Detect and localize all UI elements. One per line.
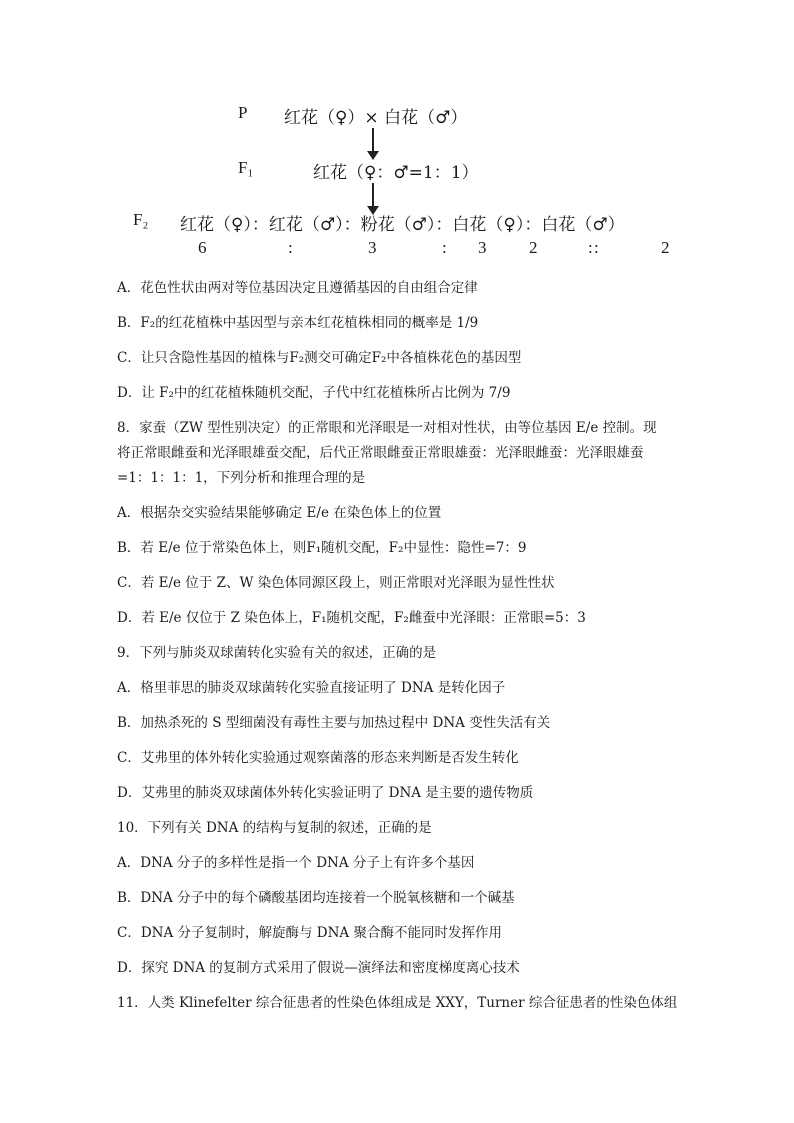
ratio-value: 3: [478, 238, 487, 257]
p-generation-label: P: [238, 103, 248, 122]
down-arrow-icon: [372, 128, 374, 152]
option-line: B．DNA 分子中的每个磷酸基团均连接着一个脱氧核糖和一个碱基: [117, 890, 515, 906]
option-line: D．让 F₂中的红花植株随机交配，子代中红花植株所占比例为 7/9: [117, 385, 511, 401]
question-8-stem: 8．家蚕（ZW 型性别决定）的正常眼和光泽眼是一对相对性状，由等位基因 E/e 控制。现: [117, 420, 657, 436]
question-8-stem: =1：1：1：1，下列分析和推理合理的是: [117, 470, 366, 486]
option-line: C．若 E/e 位于 Z、W 染色体同源区段上，则正常眼对光泽眼为显性性状: [117, 575, 555, 591]
question-11-stem: 11．人类 Klinefelter 综合征患者的性染色体组成是 XXY，Turner 综合征患者的性染色体组: [117, 995, 678, 1011]
genetic-cross-diagram: [0, 0, 794, 270]
option-line: B．若 E/e 位于常染色体上，则F₁随机交配，F₂中显性：隐性=7：9: [117, 540, 527, 556]
ratio-separator: :: [588, 238, 593, 257]
option-line: C．让只含隐性基因的植株与F₂测交可确定F₂中各植株花色的基因型: [117, 350, 522, 366]
ratio-value: 2: [529, 238, 538, 257]
ratio-value: 3: [368, 238, 377, 257]
option-line: D．若 E/e 仅位于 Z 染色体上，F₁随机交配，F₂雌蚕中光泽眼：正常眼=5：3: [117, 610, 586, 626]
option-line: C．艾弗里的体外转化实验通过观察菌落的形态来判断是否发生转化: [117, 750, 519, 766]
option-line: A．格里菲思的肺炎双球菌转化实验直接证明了 DNA 是转化因子: [117, 680, 506, 696]
option-line: B．F₂的红花植株中基因型与亲本红花植株相同的概率是 1/9: [117, 315, 479, 331]
p-generation-cross: 红花（♀）× 白花（♂）: [284, 108, 468, 128]
option-line: A．根据杂交实验结果能够确定 E/e 在染色体上的位置: [117, 505, 442, 521]
option-line: A．DNA 分子的多样性是指一个 DNA 分子上有许多个基因: [117, 855, 475, 871]
ratio-separator: :: [288, 238, 293, 257]
option-line: C．DNA 分子复制时，解旋酶与 DNA 聚合酶不能同时发挥作用: [117, 925, 502, 941]
f2-generation-phenotypes: 红花（♀）：红花（♂）：粉花（♂）：白花（♀）：白花（♂）: [180, 215, 625, 235]
question-10-stem: 10．下列有关 DNA 的结构与复制的叙述，正确的是: [117, 820, 432, 836]
ratio-value: 2: [661, 238, 670, 257]
f1-generation-label: F₁: [238, 158, 254, 177]
option-line: A．花色性状由两对等位基因决定且遵循基因的自由组合定律: [117, 280, 478, 296]
f1-generation-phenotype: 红花（♀：♂=1：1）: [313, 163, 479, 183]
ratio-separator: :: [442, 238, 447, 257]
question-9-stem: 9．下列与肺炎双球菌转化实验有关的叙述，正确的是: [117, 645, 437, 661]
f2-generation-label: F₂: [133, 210, 149, 229]
ratio-separator: :: [594, 238, 599, 257]
ratio-value: 6: [198, 238, 207, 257]
down-arrow-icon: [372, 183, 374, 207]
question-8-stem: 将正常眼雌蚕和光泽眼雄蚕交配，后代正常眼雌蚕正常眼雄蚕：光泽眼雌蚕：光泽眼雄蚕: [117, 445, 644, 461]
option-line: B．加热杀死的 S 型细菌没有毒性主要与加热过程中 DNA 变性失活有关: [117, 715, 551, 731]
option-line: D．艾弗里的肺炎双球菌体外转化实验证明了 DNA 是主要的遗传物质: [117, 785, 534, 801]
option-line: D．探究 DNA 的复制方式采用了假说—演绎法和密度梯度离心技术: [117, 960, 520, 976]
